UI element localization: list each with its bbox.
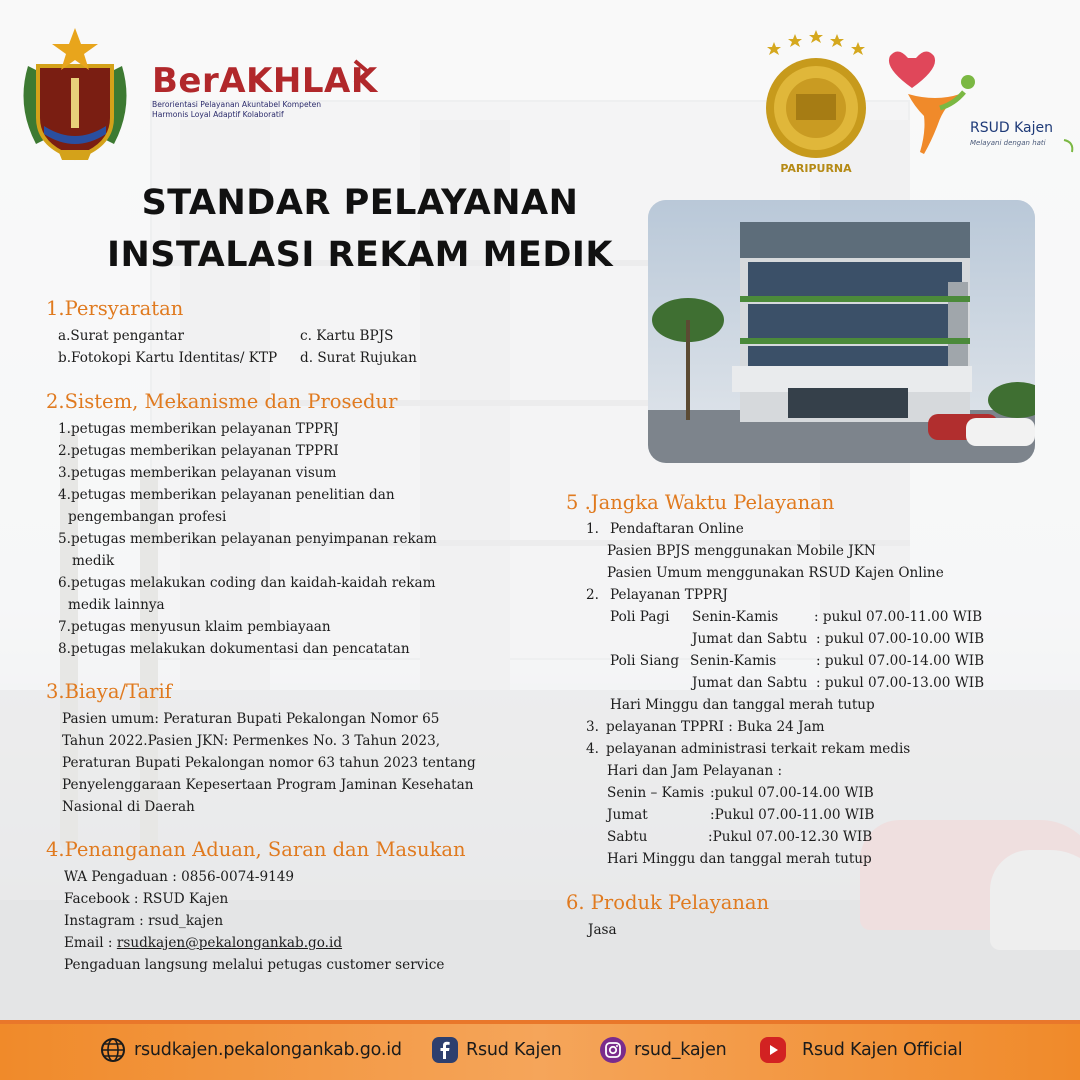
section-4-heading: 4.Penanganan Aduan, Saran dan Masukan — [46, 838, 466, 861]
tariff-line-3: Peraturan Bupati Pekalongan nomor 63 tahun 2023 tentang — [62, 755, 476, 771]
complaint-email — [64, 934, 342, 952]
email-label: Email : — [64, 935, 117, 951]
page-title-line-1: STANDAR PELAYANAN — [141, 183, 579, 223]
service-time-num-2: 2. — [586, 587, 599, 603]
youtube-icon — [760, 1037, 786, 1063]
rsud-kajen-logo — [888, 44, 1078, 164]
tariff-line-1: Pasien umum: Peraturan Bupati Pekalongan Nomor 65 — [62, 711, 440, 727]
berakhlak-tagline-2: Harmonis Loyal Adaptif Kolaboratif — [152, 110, 284, 119]
tariff-line-4: Penyelenggaraan Kepesertaan Program Jaminan Kesehatan — [62, 777, 474, 793]
admin-day-jumat: Jumat — [607, 807, 648, 823]
admin-time-sabtu: :Pukul 07.00-12.30 WIB — [708, 829, 873, 845]
section-3-heading: 3.Biaya/Tarif — [46, 680, 172, 703]
footer-instagram[interactable] — [600, 1036, 727, 1064]
poli-siang-time-1: : pukul 07.00-14.00 WIB — [816, 653, 985, 669]
tppri-hours: pelayanan TPPRI : Buka 24 Jam — [606, 719, 825, 735]
service-time-title-1: Pendaftaran Online — [610, 521, 744, 537]
instagram-icon — [600, 1037, 626, 1063]
service-product: Jasa — [588, 922, 617, 938]
rsud-kajen-name: RSUD Kajen — [970, 120, 1053, 136]
poli-pagi-time-2: : pukul 07.00-10.00 WIB — [816, 631, 985, 647]
footer-contact-bar — [0, 1020, 1080, 1080]
service-time-num-1: 1. — [586, 521, 599, 537]
poli-pagi-day-1: Senin-Kamis — [692, 609, 779, 625]
section-5-heading: 5 .Jangka Waktu Pelayanan — [566, 491, 835, 514]
admin-day-senin-kamis: Senin – Kamis — [607, 785, 705, 801]
procedure-item-4: 4.petugas memberikan pelayanan penelitian dan — [58, 487, 395, 503]
online-bpjs: Pasien BPJS menggunakan Mobile JKN — [607, 543, 876, 559]
footer-website[interactable] — [100, 1036, 402, 1064]
requirement-c: c. Kartu BPJS — [300, 328, 394, 344]
procedure-item-5: 5.petugas memberikan pelayanan penyimpanan rekam — [58, 531, 437, 547]
poli-siang-label: Poli Siang — [610, 653, 680, 669]
berakhlak-tagline-1: Berorientasi Pelayanan Akuntabel Kompeten — [152, 100, 322, 109]
admin-day-sabtu: Sabtu — [607, 829, 648, 845]
paripurna-label: PARIPURNA — [780, 162, 852, 175]
complaint-facebook: Facebook : RSUD Kajen — [64, 891, 229, 907]
tpprj-closed-note: Hari Minggu dan tanggal merah tutup — [610, 697, 875, 713]
footer-website-text: rsudkajen.pekalongankab.go.id — [134, 1040, 402, 1060]
berakhlak-logo — [152, 61, 378, 120]
facebook-icon — [432, 1037, 458, 1063]
tariff-line-2: Tahun 2022.Pasien JKN: Permenkes No. 3 Tahun 2023, — [62, 733, 441, 749]
complaint-direct: Pengaduan langsung melalui petugas customer service — [64, 957, 445, 973]
rsud-kajen-slogan: Melayani dengan hati — [970, 139, 1046, 147]
section-1-heading: 1.Persyaratan — [46, 297, 184, 320]
email-link[interactable]: rsudkajen@pekalongankab.go.id — [116, 935, 343, 951]
procedure-item-8: 8.petugas melakukan dokumentasi dan pencatatan — [58, 641, 410, 657]
paripurna-accreditation-badge — [752, 30, 880, 180]
procedure-item-3: 3.petugas memberikan pelayanan visum — [58, 465, 337, 481]
section-6-heading: 6. Produk Pelayanan — [566, 891, 770, 914]
service-time-num-3: 3. — [586, 719, 599, 735]
procedure-item-6-cont: medik lainnya — [68, 597, 165, 613]
complaint-instagram: Instagram : rsud_kajen — [64, 913, 224, 929]
hospital-building-photo — [648, 200, 1035, 463]
requirement-b: b.Fotokopi Kartu Identitas/ KTP — [58, 350, 278, 366]
section-2-heading: 2.Sistem, Mekanisme dan Prosedur — [46, 390, 398, 413]
admin-service-title: pelayanan administrasi terkait rekam medis — [606, 741, 911, 757]
tariff-line-5: Nasional di Daerah — [62, 799, 195, 815]
service-time-num-4: 4. — [586, 741, 599, 757]
procedure-item-2: 2.petugas memberikan pelayanan TPPRI — [58, 443, 339, 459]
chevron-right-icon — [352, 58, 372, 86]
procedure-item-6: 6.petugas melakukan coding dan kaidah-kaidah rekam — [58, 575, 436, 591]
poli-pagi-day-2: Jumat dan Sabtu — [692, 631, 808, 647]
admin-hours-label: Hari dan Jam Pelayanan : — [607, 763, 783, 779]
procedure-item-7: 7.petugas menyusun klaim pembiayaan — [58, 619, 331, 635]
procedure-item-1: 1.petugas memberikan pelayanan TPPRJ — [58, 421, 339, 437]
pekalongan-regency-emblem-logo — [18, 26, 132, 166]
globe-icon — [100, 1037, 126, 1063]
poli-siang-time-2: : pukul 07.00-13.00 WIB — [816, 675, 985, 691]
admin-time-jumat: :Pukul 07.00-11.00 WIB — [710, 807, 875, 823]
complaint-whatsapp: WA Pengaduan : 0856-0074-9149 — [64, 869, 295, 885]
berakhlak-brand: BerAKHLAK — [152, 61, 378, 101]
poli-siang-day-1: Senin-Kamis — [690, 653, 777, 669]
admin-closed-note: Hari Minggu dan tanggal merah tutup — [607, 851, 872, 867]
footer-youtube-text: Rsud Kajen Official — [802, 1040, 963, 1060]
poli-siang-day-2: Jumat dan Sabtu — [692, 675, 808, 691]
procedure-item-4-cont: pengembangan profesi — [68, 509, 227, 525]
requirement-d: d. Surat Rujukan — [300, 350, 417, 366]
footer-facebook[interactable] — [432, 1036, 562, 1064]
online-umum: Pasien Umum menggunakan RSUD Kajen Online — [607, 565, 944, 581]
service-time-title-2: Pelayanan TPPRJ — [610, 587, 728, 603]
footer-instagram-text: rsud_kajen — [634, 1040, 727, 1060]
requirement-a: a.Surat pengantar — [58, 328, 185, 344]
footer-facebook-text: Rsud Kajen — [466, 1040, 562, 1060]
procedure-item-5-cont: medik — [72, 553, 115, 569]
footer-youtube[interactable] — [760, 1036, 962, 1064]
admin-time-senin-kamis: :pukul 07.00-14.00 WIB — [710, 785, 874, 801]
poli-pagi-label: Poli Pagi — [610, 609, 670, 625]
page-title-line-2: INSTALASI REKAM MEDIK — [106, 235, 614, 275]
poli-pagi-time-1: : pukul 07.00-11.00 WIB — [814, 609, 983, 625]
